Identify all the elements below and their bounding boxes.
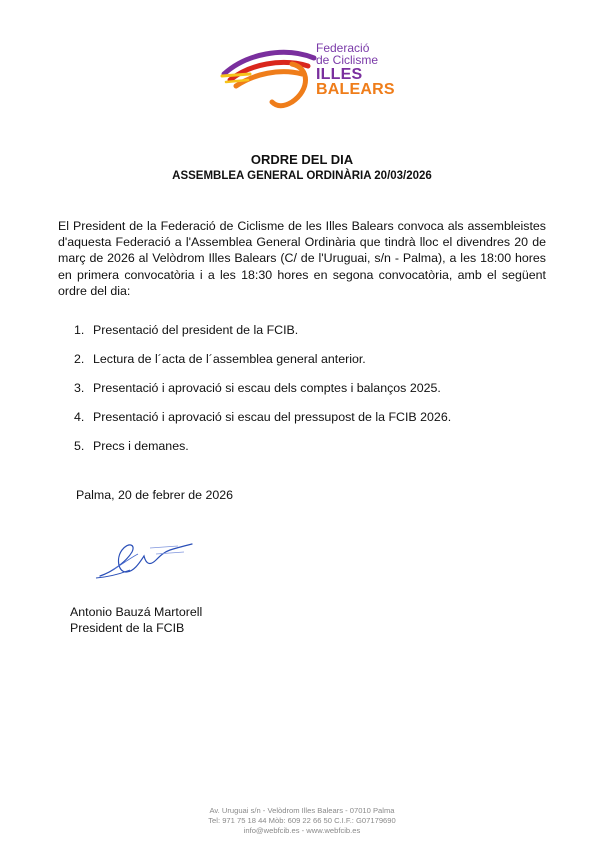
- footer-phone: Tel: 971 75 18 44 Mòb: 609 22 66 50 C.I.F.: G07179690: [208, 816, 396, 825]
- page-subtitle: ASSEMBLEA GENERAL ORDINÀRIA 20/03/2026: [172, 170, 432, 182]
- agenda-item-number: 3.: [74, 381, 85, 395]
- agenda-item: [74, 438, 451, 467]
- agenda-list: [74, 322, 451, 467]
- fcib-logo: [218, 40, 395, 112]
- agenda-item-number: 5.: [74, 439, 85, 453]
- footer: [0, 806, 604, 836]
- signer-block: [70, 604, 202, 636]
- logo-swoosh-icon: [218, 40, 318, 112]
- logo-line-illes: ILLES: [316, 66, 363, 83]
- agenda-item-text: Presentació i aprovació si escau del pressupost de la FCIB 2026.: [93, 410, 452, 424]
- logo-text: [316, 42, 395, 97]
- agenda-item-text: Precs i demanes.: [93, 439, 189, 453]
- agenda-item-number: 4.: [74, 410, 85, 424]
- agenda-item: [74, 322, 451, 351]
- signer-role: President de la FCIB: [70, 621, 185, 635]
- signer-name: Antonio Bauzá Martorell: [70, 605, 203, 619]
- agenda-item-number: 1.: [74, 323, 85, 337]
- logo-line-balears: BALEARS: [316, 81, 395, 98]
- logo-line-federacio: Federació: [316, 41, 370, 55]
- agenda-item: [74, 380, 451, 409]
- footer-address: Av. Uruguai s/n - Velòdrom Illes Balears - 07010 Palma: [209, 806, 395, 815]
- agenda-item-text: Presentació del president de la FCIB.: [93, 323, 299, 337]
- footer-contact: info@webfcib.es - www.webfcib.es: [243, 826, 361, 835]
- logo-line-de-ciclisme: de Ciclisme: [316, 53, 379, 67]
- signature-icon: [60, 532, 210, 584]
- agenda-item-text: Presentació i aprovació si escau dels comptes i balanços 2025.: [93, 381, 441, 395]
- place-date: Palma, 20 de febrer de 2026: [76, 488, 234, 502]
- agenda-item-text: Lectura de l´acta de l´assemblea general anterior.: [93, 352, 366, 366]
- agenda-item: [74, 351, 451, 380]
- agenda-item-number: 2.: [74, 352, 85, 366]
- agenda-item: [74, 409, 451, 438]
- page-title: ORDRE DEL DIA: [250, 152, 354, 167]
- intro-paragraph: El President de la Federació de Ciclisme de les Illes Balears convoca als assembleistes d'aquesta Federació a l'Assemblea General Ordinària que tindrà lloc el divendres 20 de març de 2026 al Velòdrom Illes Balears (C/ de l'Uruguai, s/n - Palma), a les 18:00 hores en primera convocatòria i a les 18:30 hores en segona convocatòria, amb el següent ordre del dia:: [58, 219, 546, 298]
